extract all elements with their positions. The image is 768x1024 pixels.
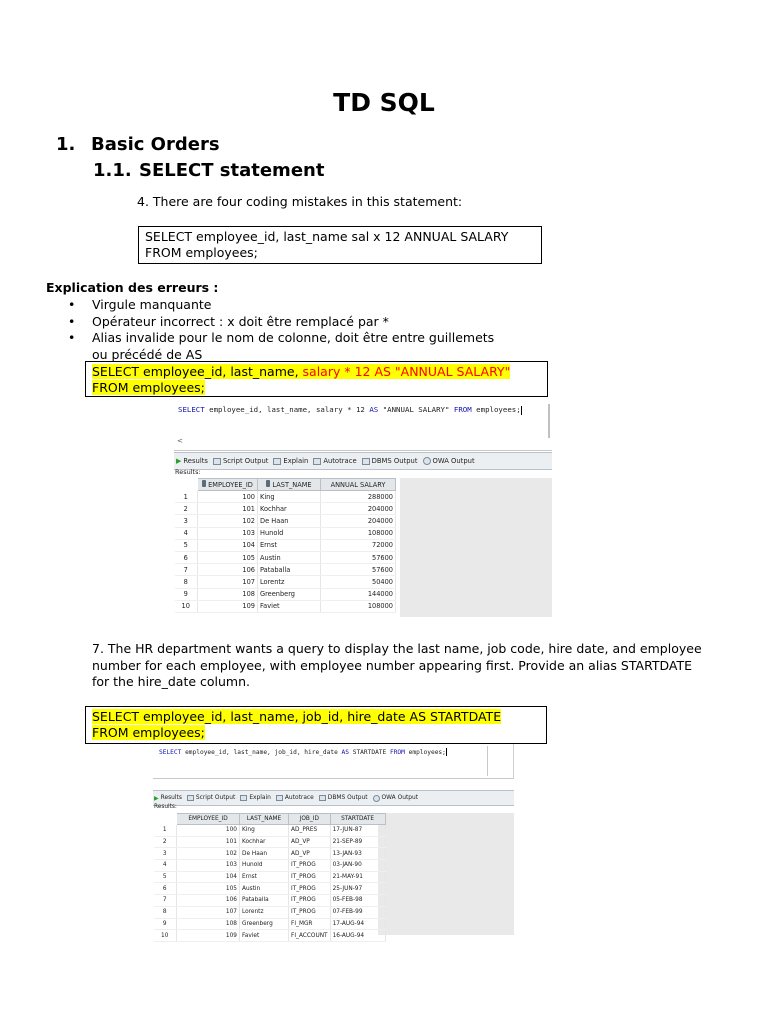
table-cell[interactable]: 16-AUG-94 [330, 930, 385, 942]
sql-editor[interactable] [153, 744, 514, 779]
table-cell[interactable]: IT_PROG [289, 895, 331, 907]
table-cell[interactable]: 108000 [321, 527, 396, 539]
column-header[interactable]: STARTDATE [330, 814, 385, 825]
table-cell[interactable]: 144000 [321, 588, 396, 600]
table-row[interactable] [175, 588, 396, 600]
table-cell[interactable]: 100 [198, 491, 258, 503]
tab-explain[interactable]: Explain [273, 457, 308, 465]
table-cell[interactable]: 107 [198, 576, 258, 588]
table-row[interactable] [175, 515, 396, 527]
table-row[interactable] [175, 491, 396, 503]
results-grid-area [153, 813, 514, 939]
table-cell[interactable]: 106 [198, 564, 258, 576]
dbms-output-icon [362, 458, 370, 465]
table-cell[interactable]: Hunold [258, 527, 321, 539]
row-number-cell: 6 [175, 551, 198, 563]
table-cell[interactable]: 17-JUN-87 [330, 825, 385, 837]
corrected-part-3: FROM employees; [92, 380, 205, 395]
table-cell[interactable]: 07-FEB-99 [330, 906, 385, 918]
table-cell[interactable]: Kochhar [240, 836, 289, 848]
script-output-icon [187, 795, 194, 801]
table-cell[interactable]: 72000 [321, 539, 396, 551]
table-cell[interactable]: 204000 [321, 515, 396, 527]
error-item: • Alias invalide pour le nom de colonne, doit être entre guillemets ou précédé de AS [46, 330, 496, 363]
subsection-number: 1.1. [93, 160, 132, 181]
table-cell[interactable]: 105 [198, 551, 258, 563]
table-row[interactable] [154, 848, 386, 860]
table-cell[interactable]: 103 [198, 527, 258, 539]
owa-output-icon [423, 457, 431, 465]
sql-code-line: SELECT employee_id, last_name, salary * 12 AS "ANNUAL SALARY" FROM employees; [178, 405, 521, 414]
column-header[interactable]: LAST_NAME [258, 479, 321, 491]
grid-empty-area [378, 813, 514, 935]
row-number-cell: 8 [175, 576, 198, 588]
question-4-prompt: 4. There are four coding mistakes in this statement: [137, 194, 463, 209]
table-cell[interactable]: FI_ACCOUNT [289, 930, 331, 942]
pin-icon [266, 480, 270, 487]
column-header[interactable]: LAST_NAME [240, 814, 289, 825]
table-cell[interactable]: 108000 [321, 600, 396, 612]
document-title: TD SQL [333, 88, 435, 117]
row-number-cell: 2 [154, 836, 177, 848]
table-cell[interactable]: 108 [198, 588, 258, 600]
column-header[interactable]: ANNUAL SALARY [321, 479, 396, 491]
table-cell[interactable]: 107 [177, 906, 240, 918]
table-cell[interactable]: 03-JAN-90 [330, 860, 385, 872]
row-number-cell: 1 [175, 491, 198, 503]
section-label: Basic Orders [91, 134, 220, 155]
grid-empty-area [400, 478, 552, 617]
row-number-cell: 9 [175, 588, 198, 600]
question-4-statement-box [138, 226, 542, 264]
table-cell[interactable]: De Haan [240, 848, 289, 860]
table-cell[interactable]: 25-JUN-97 [330, 883, 385, 895]
scroll-left-arrow[interactable]: < [177, 437, 183, 445]
tab-dbms-output[interactable]: DBMS Output [362, 457, 418, 465]
table-cell[interactable]: Lorentz [258, 576, 321, 588]
row-number-cell: 7 [175, 564, 198, 576]
tab-autotrace[interactable]: Autotrace [313, 457, 356, 465]
explain-icon [240, 795, 247, 801]
output-tab-bar [174, 452, 552, 470]
row-number-cell: 9 [154, 918, 177, 930]
table-row[interactable] [154, 836, 386, 848]
row-number-cell: 7 [154, 895, 177, 907]
editor-scrollbar[interactable] [487, 746, 488, 776]
table-cell[interactable]: 109 [177, 930, 240, 942]
corrected-part-1: SELECT employee_id, last_name, [92, 364, 303, 379]
sql-code-line: SELECT employee_id, last_name, job_id, hire_date AS STARTDATE FROM employees; [159, 749, 446, 756]
table-row[interactable] [154, 895, 386, 907]
results-label: Results: [154, 804, 177, 810]
table-cell[interactable]: Austin [258, 551, 321, 563]
question-7-statement: SELECT employee_id, last_name, job_id, hire_date AS STARTDATE FROM employees; [92, 709, 502, 740]
table-cell[interactable]: 106 [177, 895, 240, 907]
table-cell[interactable]: 109 [198, 600, 258, 612]
table-row[interactable] [154, 930, 386, 942]
column-header[interactable]: EMPLOYEE_ID [198, 479, 258, 491]
table-row[interactable] [175, 527, 396, 539]
table-cell[interactable]: 57600 [321, 551, 396, 563]
table-cell[interactable]: IT_PROG [289, 860, 331, 872]
tab-owa-output[interactable]: OWA Output [423, 457, 475, 465]
script-output-icon [213, 458, 221, 465]
table-cell[interactable]: AD_PRES [289, 825, 331, 837]
table-cell[interactable]: 102 [198, 515, 258, 527]
table-row[interactable] [175, 503, 396, 515]
table-cell[interactable]: IT_PROG [289, 883, 331, 895]
table-cell[interactable]: 101 [198, 503, 258, 515]
results-play-icon: ▶ [154, 794, 159, 802]
table-cell[interactable]: AD_VP [289, 836, 331, 848]
row-number-cell: 2 [175, 503, 198, 515]
row-number-cell: 8 [154, 906, 177, 918]
results-grid [174, 478, 396, 613]
row-number-cell: 5 [154, 871, 177, 883]
output-tab-bar [153, 790, 514, 806]
tab-script-output[interactable]: Script Output [187, 795, 235, 801]
table-cell[interactable]: Pataballa [258, 564, 321, 576]
table-cell[interactable]: 101 [177, 836, 240, 848]
error-item: • Virgule manquante [46, 297, 496, 314]
table-row[interactable] [175, 576, 396, 588]
table-cell[interactable]: De Haan [258, 515, 321, 527]
tab-explain[interactable]: Explain [240, 795, 271, 801]
table-cell[interactable]: Faviet [258, 600, 321, 612]
autotrace-icon [313, 458, 321, 465]
row-number-header [154, 814, 177, 825]
tab-script-output[interactable]: Script Output [213, 457, 268, 465]
subsection-heading-select [93, 160, 324, 181]
row-number-cell: 4 [154, 860, 177, 872]
table-cell[interactable]: AD_VP [289, 848, 331, 860]
corrected-statement-box [85, 361, 548, 397]
table-cell[interactable]: Pataballa [240, 895, 289, 907]
row-number-cell: 10 [154, 930, 177, 942]
owa-output-icon [373, 795, 380, 802]
results-grid-area [174, 478, 552, 617]
table-cell[interactable]: 108 [177, 918, 240, 930]
table-row[interactable] [154, 883, 386, 895]
table-cell[interactable]: Lorentz [240, 906, 289, 918]
row-number-cell: 1 [154, 825, 177, 837]
tab-autotrace[interactable]: Autotrace [276, 795, 314, 801]
table-cell[interactable]: 104 [177, 871, 240, 883]
row-number-cell: 3 [175, 515, 198, 527]
autotrace-icon [276, 795, 283, 801]
row-number-cell: 4 [175, 527, 198, 539]
table-cell[interactable]: 100 [177, 825, 240, 837]
table-cell[interactable]: 21-MAY-91 [330, 871, 385, 883]
table-cell[interactable]: 105 [177, 883, 240, 895]
pin-icon [202, 480, 206, 487]
table-cell[interactable]: Greenberg [258, 588, 321, 600]
table-cell[interactable]: King [258, 491, 321, 503]
table-cell[interactable]: 102 [177, 848, 240, 860]
subsection-label: SELECT statement [139, 160, 325, 181]
table-cell[interactable]: 103 [177, 860, 240, 872]
row-number-cell: 5 [175, 539, 198, 551]
question-7-statement-box [85, 706, 547, 744]
table-row[interactable] [154, 906, 386, 918]
table-cell[interactable]: 13-JAN-93 [330, 848, 385, 860]
row-number-header [175, 479, 198, 491]
table-row[interactable] [154, 871, 386, 883]
table-cell[interactable]: 21-SEP-89 [330, 836, 385, 848]
section-number: 1. [56, 134, 76, 155]
table-cell[interactable]: 05-FEB-98 [330, 895, 385, 907]
table-cell[interactable]: Ernst [258, 539, 321, 551]
sql-editor[interactable] [174, 400, 552, 451]
table-cell[interactable]: 57600 [321, 564, 396, 576]
tab-dbms-output[interactable]: DBMS Output [319, 795, 368, 801]
table-cell[interactable]: Kochhar [258, 503, 321, 515]
results-label: Results: [175, 468, 201, 476]
table-cell[interactable]: Faviet [240, 930, 289, 942]
table-row[interactable] [175, 564, 396, 576]
section-heading-basic-orders [56, 134, 220, 155]
error-list [46, 297, 496, 363]
table-cell[interactable]: 17-AUG-94 [330, 918, 385, 930]
editor-scrollbar[interactable] [548, 404, 550, 438]
table-cell[interactable]: FI_MGR [289, 918, 331, 930]
dbms-output-icon [319, 795, 326, 801]
explanation-heading: Explication des erreurs : [46, 280, 219, 295]
table-row[interactable] [175, 551, 396, 563]
table-cell[interactable]: Austin [240, 883, 289, 895]
question-4-statement: SELECT employee_id, last_name sal x 12 ANNUAL SALARY FROM employees; [145, 229, 509, 260]
text-cursor [521, 406, 522, 415]
results-play-icon: ▶ [176, 457, 182, 465]
explain-icon [273, 458, 281, 465]
table-cell[interactable]: 104 [198, 539, 258, 551]
table-row[interactable] [154, 918, 386, 930]
table-cell[interactable]: Greenberg [240, 918, 289, 930]
table-row[interactable] [154, 825, 386, 837]
table-cell[interactable]: King [240, 825, 289, 837]
row-number-cell: 3 [154, 848, 177, 860]
column-header[interactable]: EMPLOYEE_ID [177, 814, 240, 825]
table-cell[interactable]: IT_PROG [289, 906, 331, 918]
tab-owa-output[interactable]: OWA Output [373, 795, 419, 802]
results-grid [153, 813, 386, 942]
question-7-prompt: 7. The HR department wants a query to display the last name, job code, hire date, and employee number for each employee, with employee number appearing first. Provide an alias STARTDATE for the hire_date column. [92, 641, 702, 689]
tab-results[interactable]: ▶ Results [176, 457, 208, 465]
row-number-cell: 10 [175, 600, 198, 612]
table-cell[interactable]: Hunold [240, 860, 289, 872]
sql-developer-screenshot-1 [174, 400, 552, 617]
table-cell[interactable]: IT_PROG [289, 871, 331, 883]
tab-results[interactable]: ▶ Results [154, 794, 182, 802]
error-item: • Opérateur incorrect : x doit être remplacé par * [46, 314, 496, 331]
table-row[interactable] [175, 600, 396, 612]
row-number-cell: 6 [154, 883, 177, 895]
text-cursor [446, 748, 447, 756]
table-cell[interactable]: 204000 [321, 503, 396, 515]
table-row[interactable] [175, 539, 396, 551]
sql-developer-screenshot-2 [153, 744, 514, 939]
table-row[interactable] [154, 860, 386, 872]
table-cell[interactable]: 288000 [321, 491, 396, 503]
corrected-part-2: salary * 12 AS "ANNUAL SALARY" [302, 364, 511, 379]
table-cell[interactable]: 50400 [321, 576, 396, 588]
table-cell[interactable]: Ernst [240, 871, 289, 883]
column-header[interactable]: JOB_ID [289, 814, 331, 825]
